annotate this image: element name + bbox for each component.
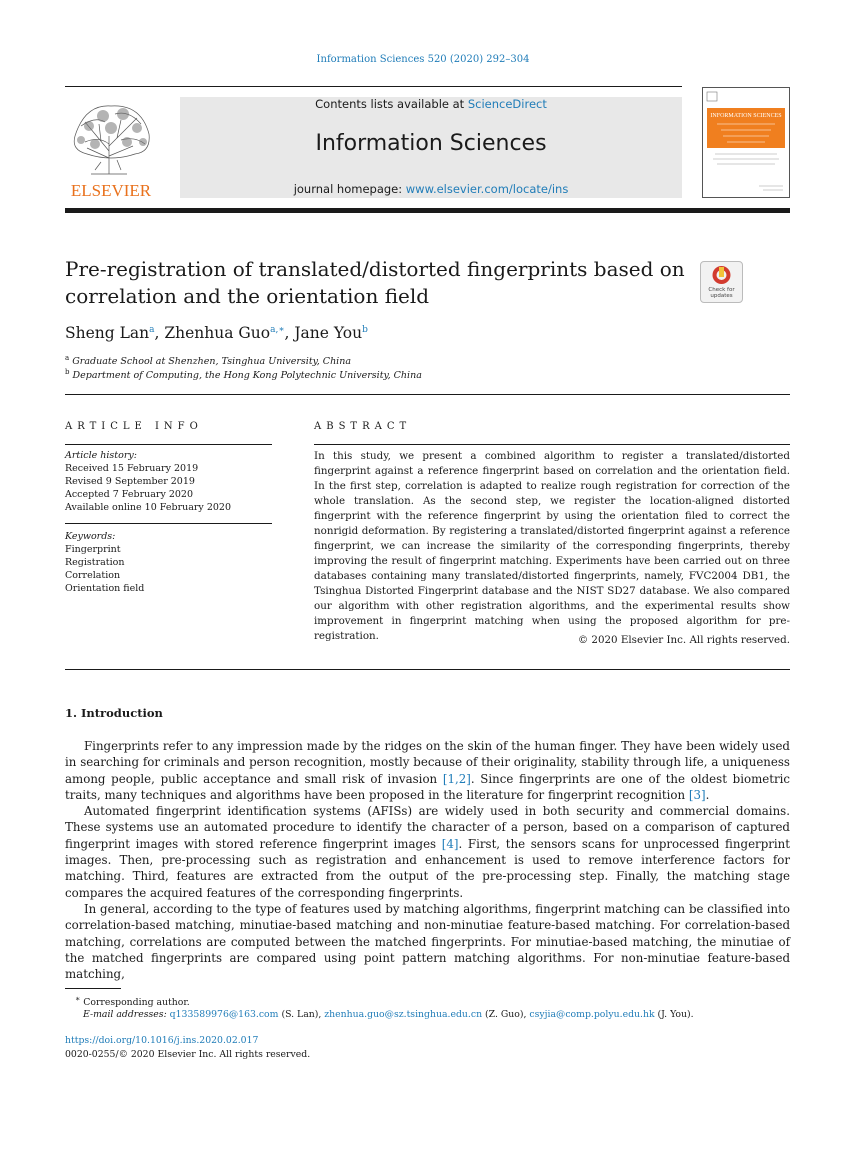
author-affiliation-mark[interactable]: a,∗ xyxy=(270,324,285,335)
author-name: Jane You xyxy=(294,324,363,342)
keyword: Correlation xyxy=(65,570,121,581)
paragraph-text: Automated fingerprint identification systems (AFISs) are widely used in both security and commercial domains. These systems use an automated procedure to identify the character of a person, based on a comparison of captured fingerprint images with stored reference fingerprint images xyxy=(65,804,790,851)
section-rule xyxy=(65,394,790,395)
email-owner: (S. Lan), xyxy=(278,1009,325,1020)
abstract-heading: ABSTRACT xyxy=(314,421,412,432)
email-link[interactable]: zhenhua.guo@sz.tsinghua.edu.cn xyxy=(324,1009,483,1020)
article-info-rule xyxy=(65,444,272,445)
citation-link[interactable]: [4] xyxy=(441,836,459,851)
cover-title: INFORMATION SCIENCES xyxy=(710,113,782,119)
section-rule xyxy=(65,669,790,670)
paragraph-text: . xyxy=(705,787,710,802)
sciencedirect-link[interactable]: ScienceDirect xyxy=(467,97,547,111)
affiliation-text: Graduate School at Shenzhen, Tsinghua University, China xyxy=(72,356,352,368)
history-item: Accepted 7 February 2020 xyxy=(65,489,194,500)
check-for-updates-button[interactable] xyxy=(700,261,743,303)
email-label: E-mail addresses: xyxy=(83,1009,167,1020)
journal-cover-thumbnail[interactable] xyxy=(702,87,790,198)
keyword: Fingerprint xyxy=(65,544,121,555)
abstract-rule xyxy=(314,444,790,445)
doi-link[interactable]: https://doi.org/10.1016/j.ins.2020.02.017 xyxy=(65,1035,259,1046)
paragraph-text: Fingerprints refer to any impression made by the ridges on the skin of the human finger. They have been widely used in searching for criminals and person recognition, mostly because of their originality, stability through life, a uniqueness among people, public acceptance and small risk of invasion xyxy=(65,739,790,786)
affiliation-text: Department of Computing, the Hong Kong Polytechnic University, China xyxy=(72,370,422,382)
article-info-rule xyxy=(65,523,272,524)
email-note xyxy=(83,1009,790,1020)
author-list: Sheng Lan$^a$, Zhenhua Guo$^{a,∗}$, Jane You$^b$ xyxy=(65,324,368,342)
history-label: Article history: xyxy=(65,450,137,461)
article-info-heading: ARTICLE INFO xyxy=(65,421,203,432)
svg-text:Check for: Check for xyxy=(708,287,735,293)
email-owner: (Z. Guo), xyxy=(482,1009,530,1020)
homepage-link[interactable]: www.elsevier.com/locate/ins xyxy=(405,182,569,196)
author-affiliation-mark[interactable]: b xyxy=(362,324,368,335)
journal-reference[interactable]: Information Sciences 520 (2020) 292–304 xyxy=(316,54,530,65)
copyright-line: © 2020 Elsevier Inc. All rights reserved. xyxy=(577,634,790,646)
elsevier-logo-text: ELSEVIER xyxy=(70,181,152,200)
email-link[interactable]: csyjia@comp.polyu.edu.hk xyxy=(529,1009,655,1020)
author-affiliation-mark[interactable]: a xyxy=(149,324,155,335)
elsevier-logo xyxy=(65,96,157,200)
contents-line xyxy=(180,97,682,111)
paragraph xyxy=(65,738,790,803)
homepage-line xyxy=(180,182,682,196)
history-item: Revised 9 September 2019 xyxy=(65,476,195,487)
section-heading: 1. Introduction xyxy=(65,706,163,720)
keyword: Orientation field xyxy=(65,583,145,594)
homepage-prefix: journal homepage: xyxy=(293,182,406,196)
footnote-rule xyxy=(65,988,121,989)
paragraph-text: . First, the sensors scans for unprocessed fingerprint images. Then, pre-processing such as registration and enhancement is used to remove interference factors for matching. Third, features are extracted from the output of the pre-processing step. Finally, the matching stage compares the acquired features of the corresponding fingerprints. xyxy=(65,836,790,900)
contents-prefix: Contents lists available at xyxy=(315,97,468,111)
affiliation-mark: a xyxy=(65,354,70,362)
header-rule xyxy=(65,86,682,87)
paragraph: In general, according to the type of features used by matching algorithms, fingerprint matching can be classified into correlation-based matching, minutiae-based matching and non-minutiae feature-based matching. For correlation-based matching, correlations are computed between the matched fingerprints. For minutiae-based matching, the minutiae of the matched fingerprints are compared using point pattern matching algorithms. For non-minutiae feature-based matching, xyxy=(65,901,790,982)
paragraph xyxy=(65,803,790,901)
header-thick-rule xyxy=(65,208,790,213)
journal-cover-icon xyxy=(703,88,789,197)
footnote-text: Corresponding author. xyxy=(83,997,190,1009)
keyword: Registration xyxy=(65,557,125,568)
citation-link[interactable]: [1,2] xyxy=(442,771,471,786)
affiliation xyxy=(65,368,422,381)
journal-name: Information Sciences xyxy=(315,131,547,156)
history-item: Received 15 February 2019 xyxy=(65,463,199,474)
author-name: Zhenhua Guo xyxy=(164,324,271,342)
paragraph-text: . Since fingerprints are one of the oldest biometric traits, many techniques and algorithms have been proposed in the literature for fingerprint recognition xyxy=(65,771,790,802)
citation-link[interactable]: [3] xyxy=(688,787,706,802)
check-updates-icon xyxy=(701,262,742,302)
affiliation-mark: b xyxy=(65,368,70,376)
email-owner: (J. You). xyxy=(654,1009,694,1020)
elsevier-tree-icon xyxy=(65,96,157,200)
footnote-mark: ∗ xyxy=(75,994,81,1003)
affiliation xyxy=(65,354,351,367)
body-text xyxy=(65,738,790,982)
keywords-label: Keywords: xyxy=(65,531,116,542)
email-link[interactable]: q133589976@163.com xyxy=(169,1009,279,1020)
issn-line: 0020-0255/© 2020 Elsevier Inc. All rights reserved. xyxy=(65,1049,311,1060)
svg-text:updates: updates xyxy=(710,293,733,299)
abstract-text: In this study, we present a combined algorithm to register a translated/distorted fingerprint against a reference fingerprint based on correlation and the orientation field. In the first step, correlation is adapted to realize rough registration for correction of the whole translation. As the second step, we register the location-aligned distorted fingerprint with the reference fingerprint by using the orientation filed to correct the nonrigid deformation. By registering a translated/distorted fingerprint against a reference fingerprint, we can increase the similarity of the corresponding fingerprints, thereby improving the result of fingerprint matching. Experiments have been carried out on three databases containing many translated/distorted fingerprints, namely, FVC2004 DB1, the Tsinghua Distorted Fingerprint database and the NIST SD27 database. We also compared our algorithm with other registration algorithms, and the experimental results show improvement in fingerprint matching when using the proposed algorithm for pre-registration. xyxy=(314,450,790,642)
corresponding-author-note xyxy=(75,994,190,1008)
author-name: Sheng Lan xyxy=(65,324,150,342)
history-item: Available online 10 February 2020 xyxy=(65,502,231,513)
paper-title: Pre-registration of translated/distorted fingerprints based on correlation and the orientation field xyxy=(65,257,685,308)
